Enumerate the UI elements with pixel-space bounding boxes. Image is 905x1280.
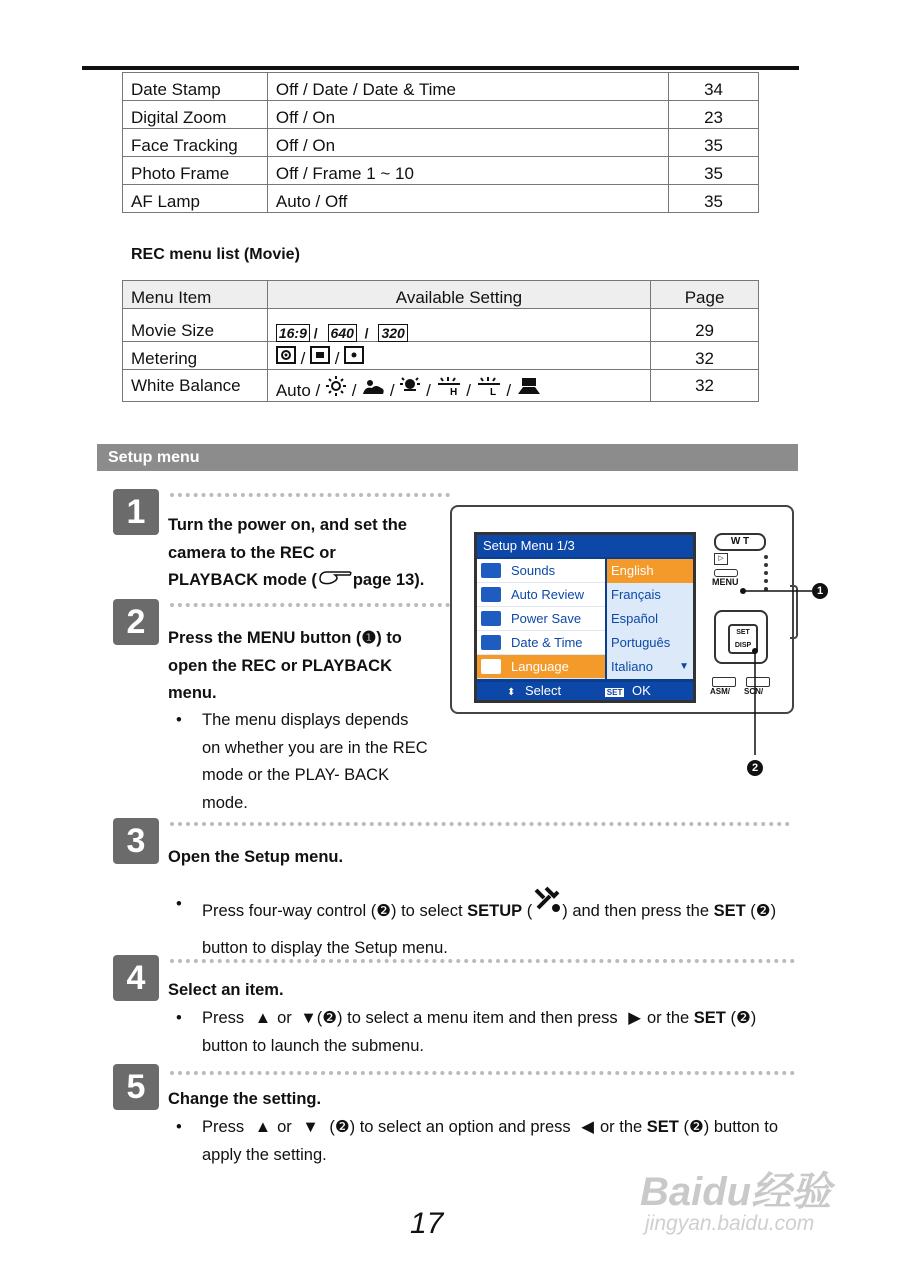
table-row <box>123 73 759 101</box>
step-5-number: 5 <box>113 1064 159 1110</box>
callout-lines <box>450 505 830 780</box>
up-arrow-icon: ▲ <box>254 1009 272 1027</box>
step-4-number: 4 <box>113 955 159 1001</box>
playback-button[interactable]: ▷ <box>714 553 728 565</box>
menu-item-power-save[interactable]: Power Save <box>477 607 605 631</box>
movie-table-title: REC menu list (Movie) <box>131 246 300 263</box>
row-setting: Off / Date / Date & Time <box>267 73 668 101</box>
row-page: 35 <box>669 157 759 185</box>
table-header-row <box>123 281 759 309</box>
updown-icon: ⬍ <box>507 687 516 698</box>
step-4-title: Select an item. <box>168 981 284 999</box>
menu-item-auto-review[interactable]: Auto Review <box>477 583 605 607</box>
callout-1: 1 <box>812 583 828 599</box>
callout-2: 2 <box>747 760 763 776</box>
svg-text:L: L <box>489 387 496 396</box>
row-item: Movie Size <box>123 309 268 342</box>
row-setting: Off / Frame 1 ~ 10 <box>267 157 668 185</box>
row-item: AF Lamp <box>123 185 268 213</box>
up-arrow-icon: ▲ <box>254 1118 272 1136</box>
step-2-text: Press the MENU button (❶) to open the REC or PLAYBACK menu. <box>168 629 402 702</box>
watermark-brand: Baidu经验 <box>640 1170 832 1214</box>
step-4-bullet: • Press ▲ or ▼(❷) to select a menu item and then press ▶ or the SET (❷) button to launch the submenu. <box>176 1009 757 1055</box>
row-item: Face Tracking <box>123 129 268 157</box>
step-5-title: Change the setting. <box>168 1090 322 1108</box>
menu-item-date-time[interactable]: Date & Time <box>477 631 605 655</box>
row-setting: Off / On <box>267 129 668 157</box>
header-menu-item: Menu Item <box>123 281 268 309</box>
down-arrow-icon: ▼ <box>302 1118 319 1136</box>
page-number: 17 <box>410 1207 444 1240</box>
watermark-url: jingyan.baidu.com <box>645 1212 815 1235</box>
step-5-bullet: • Press ▲ or ▼ (❷) to select an option and press ◀ or the SET (❷) button to apply the setting. <box>176 1118 779 1164</box>
row-item: White Balance <box>123 370 268 402</box>
menu-item-language[interactable]: Language <box>477 655 605 679</box>
row-page: 35 <box>669 185 759 213</box>
lang-english[interactable]: English <box>607 559 693 583</box>
spot-metering-icon <box>310 346 330 364</box>
step-3-bullet: • Press four-way control (❷) to select SETUP ( ) and then press the SET (❷) button to display the Setup menu. <box>202 886 776 967</box>
row-page: 23 <box>669 101 759 129</box>
table-row <box>123 185 759 213</box>
asm-button[interactable]: ASM/ <box>710 677 736 696</box>
header-page: Page <box>651 281 759 309</box>
row-item: Date Stamp <box>123 73 268 101</box>
setup-menu-banner: Setup menu <box>97 444 798 471</box>
menu-button[interactable]: MENU <box>712 569 739 587</box>
lang-francais[interactable]: Français <box>611 587 661 602</box>
zoom-wt-button[interactable]: W T <box>714 533 766 551</box>
incandescent-icon <box>399 376 421 396</box>
scn-button[interactable]: SCN/ <box>744 677 770 696</box>
dotted-divider <box>170 493 450 497</box>
metering-options: / / <box>267 342 650 370</box>
size-16-9-icon: 16:9 <box>276 324 310 342</box>
table-row <box>123 370 759 402</box>
step-1-number: 1 <box>113 489 159 535</box>
svg-text:H: H <box>449 387 457 396</box>
lang-espanol[interactable]: Español <box>611 611 658 626</box>
step-3-number: 3 <box>113 818 159 864</box>
white-balance-options: Auto / / / / H / L / <box>267 370 650 402</box>
step-1-text: Turn the power on, and set the camera to the REC or PLAYBACK mode ( page 13). <box>168 516 425 589</box>
table-row <box>123 129 759 157</box>
daylight-icon <box>325 376 347 396</box>
cloudy-icon <box>361 376 385 396</box>
movie-size-options: 16:9 / 640 / 320 <box>267 309 650 342</box>
fluorescent-h-icon <box>436 376 462 396</box>
size-320-icon: 320 <box>378 324 407 342</box>
setup-wrench-icon <box>532 886 562 914</box>
set-badge: SET <box>606 688 623 697</box>
rec-movie-table <box>122 280 759 402</box>
step-2-number: 2 <box>113 599 159 645</box>
table-row <box>123 101 759 129</box>
table-row <box>123 342 759 370</box>
menu-item-sounds[interactable]: Sounds <box>477 559 605 583</box>
header-available-setting: Available Setting <box>267 281 650 309</box>
camera-back-figure <box>450 505 830 780</box>
set-disp-button[interactable]: SET DISP <box>728 624 758 654</box>
table-row <box>123 309 759 342</box>
dotted-divider <box>170 822 790 826</box>
row-page: 32 <box>651 342 759 370</box>
lang-portugues[interactable]: Português <box>611 635 671 650</box>
row-item: Photo Frame <box>123 157 268 185</box>
row-item: Digital Zoom <box>123 101 268 129</box>
row-page: 35 <box>669 129 759 157</box>
top-rule <box>82 66 799 70</box>
dotted-divider <box>170 959 795 963</box>
size-640-icon: 640 <box>328 324 357 342</box>
dotted-divider <box>170 1071 795 1075</box>
setup-screen-title: Setup Menu 1/3 <box>477 535 693 557</box>
page-reference-icon <box>317 569 353 587</box>
table-row <box>123 157 759 185</box>
scroll-down-icon: ▼ <box>679 661 689 672</box>
screen-status-bar: ⬍ Select SET OK <box>477 682 693 700</box>
row-item: Metering <box>123 342 268 370</box>
step-2-bullet: • The menu displays depends on whether you are in the REC mode or the PLAY- BACK mode. <box>176 711 428 812</box>
row-page: 29 <box>651 309 759 342</box>
down-arrow-icon: ▼ <box>300 1009 317 1027</box>
row-setting: Auto / Off <box>267 185 668 213</box>
row-setting: Off / On <box>267 101 668 129</box>
step-3-title: Open the Setup menu. <box>168 848 344 866</box>
lang-italiano[interactable]: Italiano ▼ <box>607 655 693 679</box>
wb-auto-label: Auto / <box>275 381 321 400</box>
center-weighted-metering-icon <box>276 346 296 364</box>
left-arrow-icon: ◀ <box>581 1118 594 1136</box>
row-page: 34 <box>669 73 759 101</box>
rec-photo-table <box>122 72 759 213</box>
manual-wb-icon <box>516 376 542 396</box>
dotted-divider <box>170 603 450 607</box>
row-page: 32 <box>651 370 759 402</box>
average-metering-icon <box>344 346 364 364</box>
right-arrow-icon: ▶ <box>628 1009 641 1027</box>
fluorescent-l-icon <box>476 376 502 396</box>
